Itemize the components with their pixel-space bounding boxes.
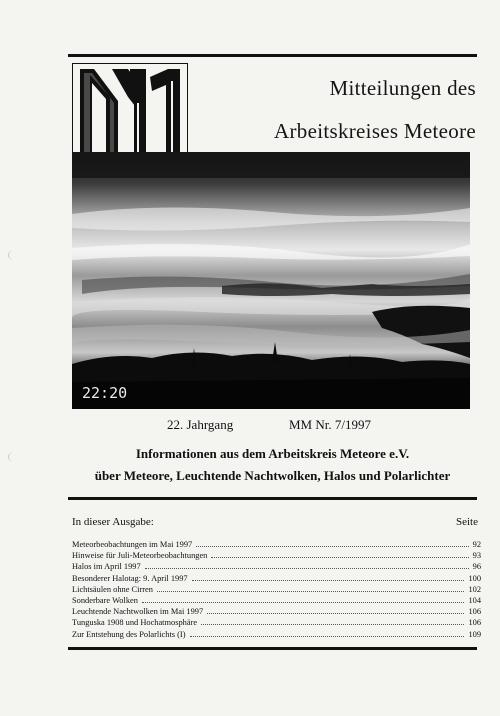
margin-mark — [8, 452, 19, 462]
top-rule — [68, 54, 477, 57]
toc-entry — [72, 606, 481, 617]
toc-entry-page: 92 — [472, 540, 481, 549]
toc-entry-leader — [142, 595, 465, 603]
toc-entry — [72, 550, 481, 561]
info-line-2: über Meteore, Leuchtende Nachtwolken, Halos und Polarlichter — [94, 468, 451, 483]
noctilucent-clouds-photo — [72, 152, 470, 409]
toc-entry-page: 93 — [472, 551, 481, 561]
toc-entry-leader — [211, 550, 468, 558]
mm-monogram-logo — [72, 63, 188, 165]
toc-entry-page: 106 — [468, 607, 481, 617]
toc-entry-title: Hinweise für Juli-Meteorbeobachtungen — [72, 551, 208, 561]
toc-entry-title: Halos im April 1997 — [72, 562, 141, 572]
issue-number: MM Nr. 7/1997 — [289, 417, 371, 432]
toc-entry-page: 102 — [468, 584, 481, 594]
bottom-rule — [68, 647, 477, 650]
toc-entry — [72, 629, 481, 640]
toc-entry-title: Tunguska 1908 und Hochatmosphäre — [72, 618, 198, 628]
toc-header — [72, 516, 478, 528]
toc-entry — [72, 584, 481, 595]
toc-entry-leader — [201, 617, 464, 625]
toc-heading: In dieser Ausgabe: — [72, 516, 154, 528]
info-line-1: Informationen aus dem Arbeitskreis Meteore e.V. — [135, 446, 410, 461]
issue-volume: 22. Jahrgang — [167, 417, 234, 432]
toc-entry — [72, 539, 481, 550]
toc-page-heading: Seite — [456, 516, 478, 528]
toc-top-rule — [68, 497, 477, 500]
toc-entry-title: Sonderbare Wolken — [72, 595, 138, 605]
toc-entry-title: Lichtsäulen ohne Cirren — [72, 584, 153, 594]
toc-list — [72, 539, 481, 640]
toc-entry-leader — [192, 573, 465, 581]
toc-entry — [72, 561, 481, 572]
toc-entry-title: Zur Entstehung des Polarlichts (I) — [72, 629, 186, 639]
toc-entry-page: 104 — [468, 595, 481, 605]
photo-timestamp: 22:20 — [82, 384, 128, 402]
toc-entry-leader — [196, 539, 468, 547]
toc-entry-page: 109 — [468, 629, 481, 639]
toc-entry — [72, 573, 481, 584]
toc-entry-page: 96 — [472, 562, 481, 572]
toc-entry-leader — [190, 629, 465, 637]
margin-mark — [8, 250, 19, 260]
toc-entry-page: 100 — [468, 573, 481, 583]
toc-entry — [72, 595, 481, 606]
magazine-title-line2: Arbeitskreises Meteore — [274, 119, 476, 143]
toc-entry-title: Besonderer Halotag: 9. April 1997 — [72, 573, 188, 583]
toc-entry-page: 106 — [468, 618, 481, 628]
toc-entry-leader — [207, 606, 464, 614]
toc-entry-leader — [157, 584, 465, 592]
toc-entry-title: Meteorbeobachtungen im Mai 1997 — [72, 540, 193, 549]
toc-entry-leader — [145, 561, 469, 569]
magazine-title-line1: Mitteilungen des — [329, 76, 476, 100]
toc-entry — [72, 617, 481, 628]
toc-entry-title: Leuchtende Nachtwolken im Mai 1997 — [72, 607, 204, 617]
